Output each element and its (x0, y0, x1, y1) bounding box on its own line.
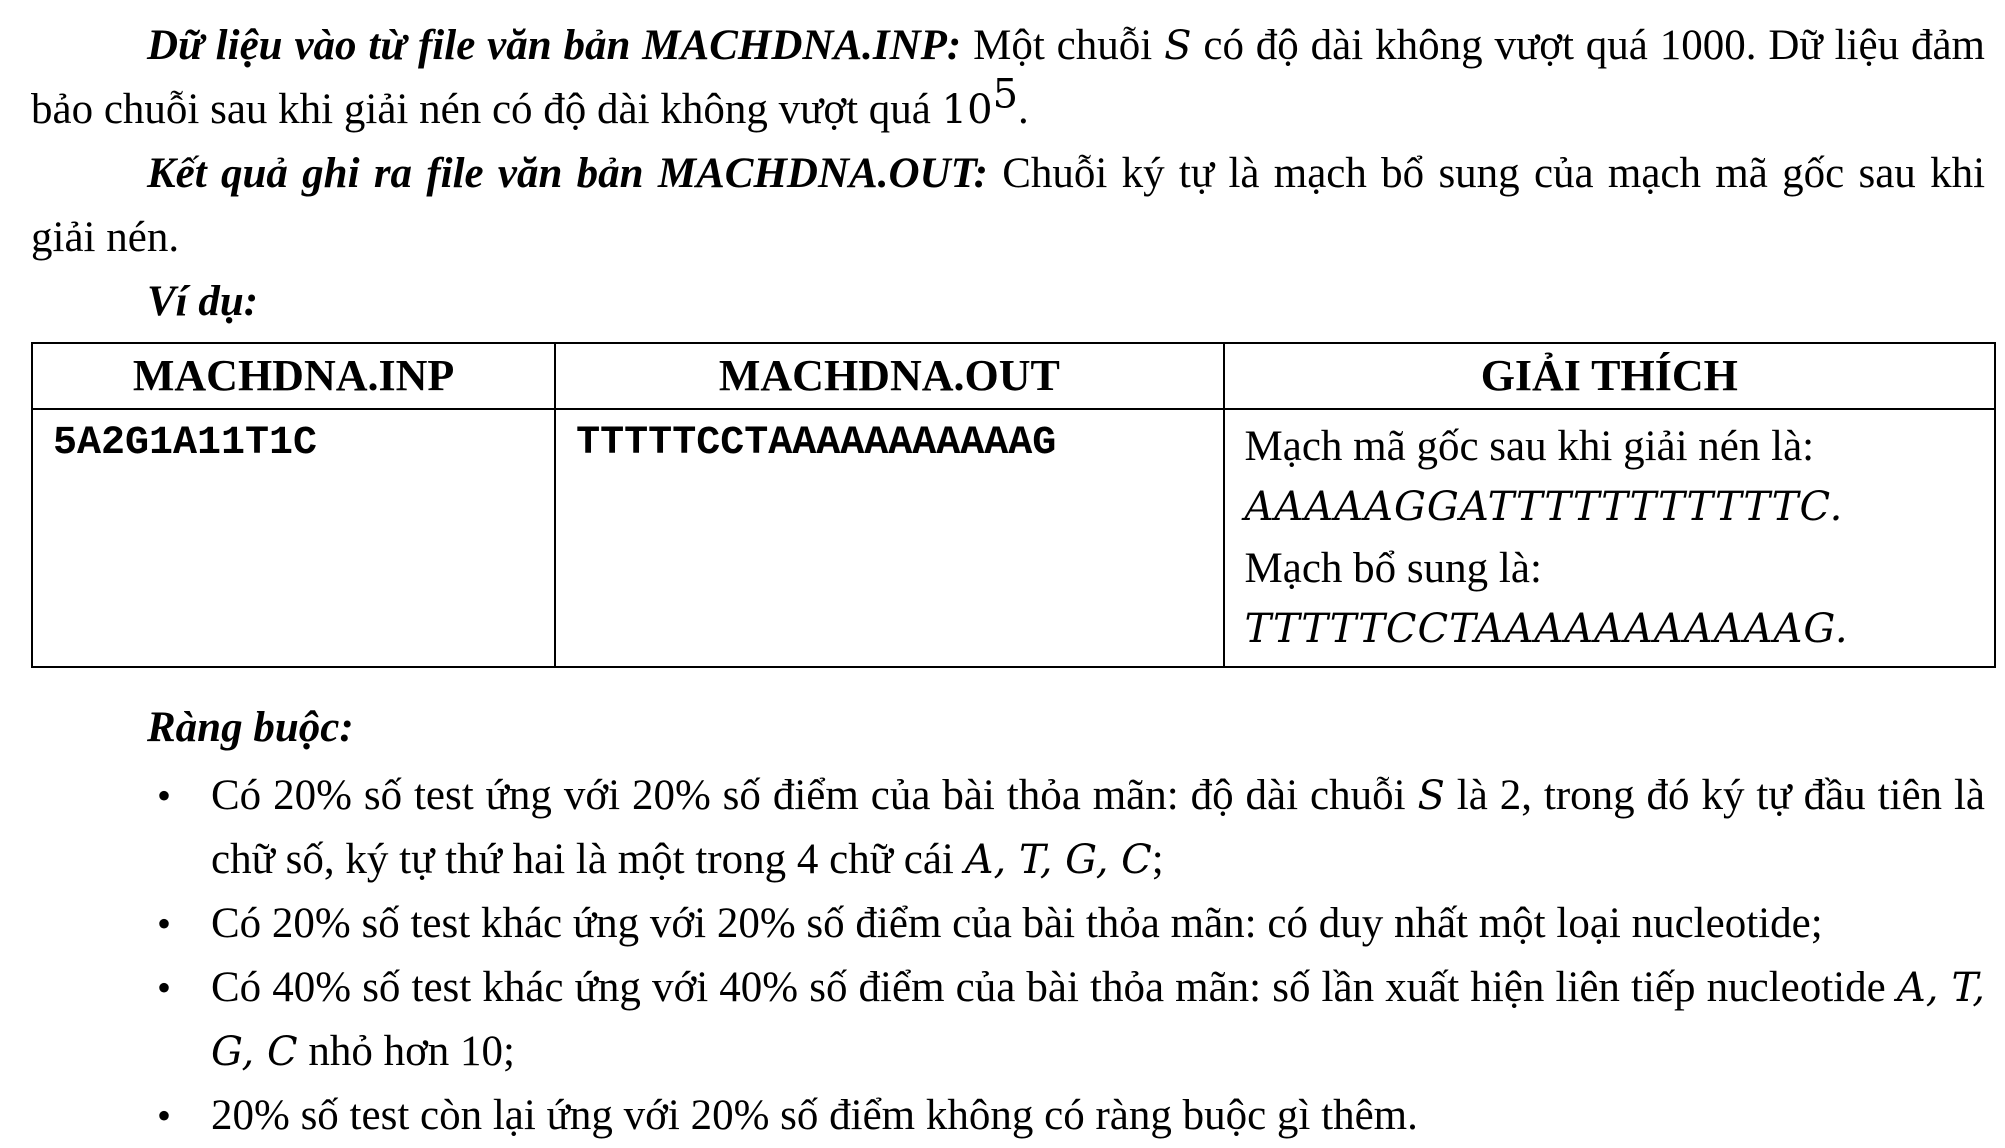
constraint-1-var-s: S (1417, 773, 1445, 819)
input-description (31, 14, 1985, 142)
constraint-3-text-a: Có 40% số test khác ứng với 40% số điểm của bài thỏa mãn: số lần xuất hiện liên tiếp nucleotide (211, 964, 1897, 1011)
constraint-item-2 (211, 892, 1985, 956)
example-output-cell: TTTTTCCTAAAAAAAAAAAG (555, 409, 1223, 667)
header-input: MACHDNA.INP (32, 343, 555, 409)
explanation-line-1: Mạch mã gốc sau khi giải nén là: (1244, 423, 1815, 470)
constraint-1-text-a: Có 20% số test ứng với 20% số điểm của bài thỏa mãn: độ dài chuỗi (211, 772, 1418, 819)
constraint-3-text-b: nhỏ hơn 10; (297, 1028, 515, 1075)
explanation-line-2: AAAAAGGATTTTTTTTTTTC. (1244, 484, 1844, 530)
var-s: S (1164, 23, 1192, 69)
constraint-item-4 (211, 1084, 1985, 1148)
example-header-row (32, 343, 1995, 409)
constraint-item-3 (211, 956, 1985, 1084)
example-explanation-cell (1224, 409, 1995, 667)
constraint-1-end: ; (1151, 836, 1164, 883)
explanation-line-4: TTTTTCCTAAAAAAAAAAAG. (1244, 606, 1849, 652)
constraint-3-letters: A, T, G, C (211, 965, 1985, 1075)
input-text-end: . (1018, 86, 1029, 133)
header-output: MACHDNA.OUT (555, 343, 1223, 409)
header-explanation: GIẢI THÍCH (1224, 343, 1995, 409)
constraint-1-letters: A, T, G, C (964, 837, 1152, 883)
example-table (31, 342, 1996, 668)
example-label: Ví dụ: (147, 278, 259, 325)
example-input-cell: 5A2G1A11T1C (32, 409, 555, 667)
constraints-label: Ràng buộc: (147, 704, 354, 751)
explanation-line-3: Mạch bổ sung là: (1244, 545, 1542, 592)
input-text-2: có độ dài không vượt quá 1000. Dữ liệu đảm bảo chuỗi sau khi giải nén có độ dài không vượt quá (31, 22, 1985, 133)
power-exponent: 5 (992, 71, 1019, 118)
input-text-1: Một chuỗi (961, 22, 1165, 69)
constraint-2-text: Có 20% số test khác ứng với 20% số điểm của bài thỏa mãn: có duy nhất một loại nucleotide; (211, 900, 1823, 947)
constraint-1-text-b: là 2, trong đó ký tự đầu tiên là chữ số, ký tự thứ hai là một trong 4 chữ cái (211, 772, 1985, 883)
input-label: Dữ liệu vào từ file văn bản MACHDNA.INP: (147, 22, 962, 69)
output-description (31, 142, 1985, 270)
output-text: Chuỗi ký tự là mạch bổ sung của mạch mã gốc sau khi giải nén. (31, 150, 1986, 261)
power-base: 10 (941, 87, 993, 133)
output-label: Kết quả ghi ra file văn bản MACHDNA.OUT: (147, 150, 988, 197)
constraint-4-text: 20% số test còn lại ứng với 20% số điểm không có ràng buộc gì thêm. (211, 1092, 1418, 1139)
constraints-list (31, 764, 1985, 1148)
example-row (32, 409, 1995, 667)
constraint-item-1 (211, 764, 1985, 892)
